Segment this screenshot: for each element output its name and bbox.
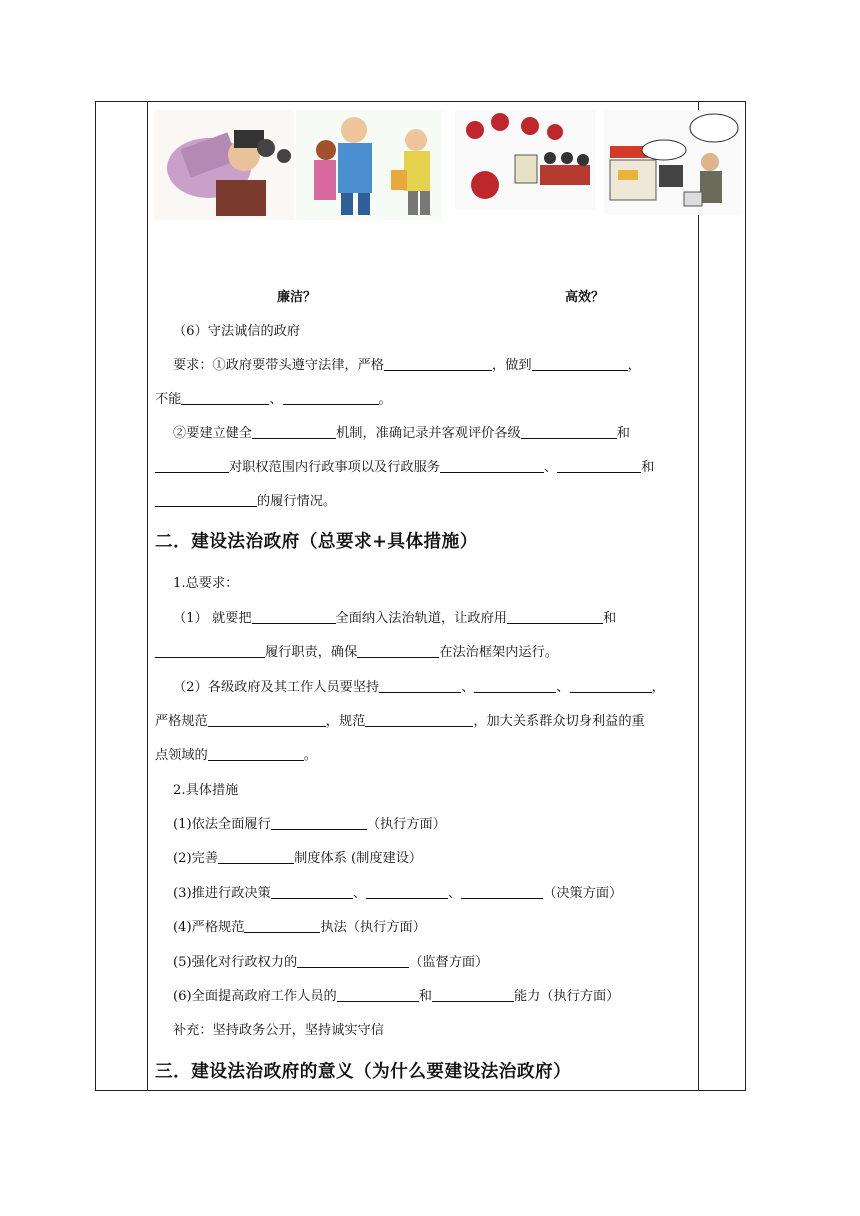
blank [557,458,641,473]
measure-6: (6)全面提高政府工作人员的 和 能力（执行方面） [173,989,620,1004]
blank [366,884,448,899]
heading-section-2: 二．建设法治政府（总要求+具体措施） [155,532,478,552]
blank [218,849,294,864]
measure-2: (2)完善 制度体系 (制度建设） [173,851,423,866]
blank [474,678,556,693]
measure-4: (4)严格规范 执法（执行方面） [173,920,426,935]
blank [271,884,353,899]
blank [181,390,269,405]
blank [155,458,229,473]
blank [155,492,257,507]
table-divider-right [698,102,699,1090]
blank [283,390,379,405]
blank [461,884,543,899]
requirement-line-3: ②要建立健全 机制，准确记录并客观评价各级 和 [173,426,630,441]
measures-label: 2.具体措施 [173,783,239,798]
blank [337,987,419,1002]
table-divider-left [147,102,148,1090]
general-requirement-2-end: 点领域的 。 [155,748,317,763]
blank [208,712,326,727]
cartoon-service-window-image [604,110,742,215]
requirement-line-5: 的履行情况。 [155,490,336,509]
measure-5: (5)强化对行政权力的 （监督方面） [173,955,489,970]
blank [208,746,304,761]
blank [532,356,628,371]
blank [521,424,617,439]
general-requirement-2-cont: 严格规范 ，规范 ，加大关系群众切身利益的重 [155,714,645,729]
blank [244,918,320,933]
requirement-line-2: 不能 、 。 [155,392,392,407]
blank [297,953,409,968]
requirement-line-1: 要求：①政府要带头遵守法律，严格 ，做到 ， [173,358,641,373]
general-requirement-label: 1.总要求： [173,576,239,591]
measure-3: (3)推进行政决策 、 、 （决策方面） [173,886,623,901]
cartoon-corruption-image [154,110,294,220]
cartoon-bribery-image [296,110,442,220]
section-6-title: （6）守法诚信的政府 [173,324,301,339]
blank [570,678,652,693]
general-requirement-1: （1） 就要把 全面纳入法治轨道，让政府用 和 [173,611,617,626]
blank [440,458,544,473]
blank [155,643,265,658]
requirement-line-4: 对职权范围内行政事项以及行政服务 、 和 [155,456,654,475]
blank [252,424,336,439]
measure-1: (1)依法全面履行 （执行方面） [173,817,446,832]
caption-efficiency: 高效？ [565,290,605,305]
cartoon-stamps-image [455,110,595,210]
general-requirement-2: （2）各级政府及其工作人员要坚持 、 、 ， [173,680,665,695]
blank [357,643,439,658]
blank [379,678,461,693]
blank [432,987,514,1002]
heading-section-3: 三．建设法治政府的意义（为什么要建设法治政府） [155,1062,572,1082]
worksheet-table [95,101,746,1091]
cartoon-strip [96,110,747,230]
blank [271,815,367,830]
blank [365,712,473,727]
supplement-note: 补充：坚持政务公开，坚持诚实守信 [173,1023,384,1038]
blank [252,609,336,624]
general-requirement-1-cont: 履行职责，确保 在法治框架内运行。 [155,641,558,660]
blank [507,609,603,624]
caption-integrity: 廉洁？ [277,290,317,305]
blank [384,356,492,371]
